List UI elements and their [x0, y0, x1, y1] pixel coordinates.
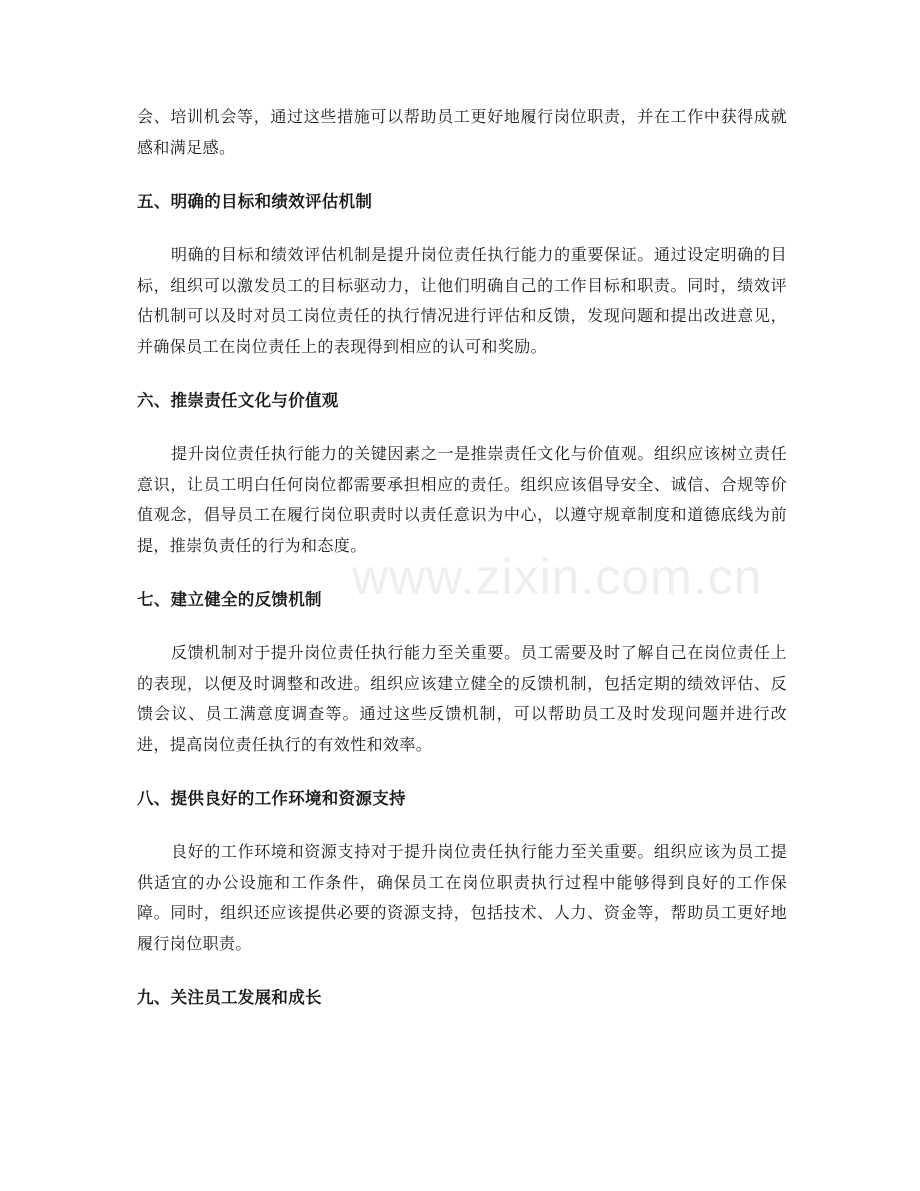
section-heading-6: 六、推崇责任文化与价值观	[137, 391, 339, 410]
section-heading-7: 七、建立健全的反馈机制	[137, 590, 322, 609]
section-heading-8: 八、提供良好的工作环境和资源支持	[137, 789, 406, 808]
paragraph-section-8: 良好的工作环境和资源支持对于提升岗位责任执行能力至关重要。组织应该为员工提供适宜的办公设施和工作条件，确保员工在岗位职责执行过程中能够得到良好的工作保障。同时，组织还应该提供必要的资源支持，包括技术、人力、资金等，帮助员工更好地履行岗位职责。	[137, 842, 787, 953]
paragraph-intro-continued: 会、培训机会等，通过这些措施可以帮助员工更好地履行岗位职责，并在工作中获得成就感和满足感。	[137, 107, 787, 157]
paragraph-section-5: 明确的目标和绩效评估机制是提升岗位责任执行能力的重要保证。通过设定明确的目标，组织可以激发员工的目标驱动力，让他们明确自己的工作目标和职责。同时，绩效评估机制可以及时对员工岗位责任的执行情况进行评估和反馈，发现问题和提出改进意见，并确保员工在岗位责任上的表现得到相应的认可和奖励。	[137, 245, 787, 356]
section-heading-9: 九、关注员工发展和成长	[137, 988, 322, 1007]
document-body	[137, 102, 787, 1036]
paragraph-section-7: 反馈机制对于提升岗位责任执行能力至关重要。员工需要及时了解自己在岗位责任上的表现，以便及时调整和改进。组织应该建立健全的反馈机制，包括定期的绩效评估、反馈会议、员工满意度调查等。通过这些反馈机制，可以帮助员工及时发现问题并进行改进，提高岗位责任执行的有效性和效率。	[137, 643, 787, 754]
section-heading-5: 五、明确的目标和绩效评估机制	[137, 192, 373, 211]
paragraph-section-6: 提升岗位责任执行能力的关键因素之一是推崇责任文化与价值观。组织应该树立责任意识，让员工明白任何岗位都需要承担相应的责任。组织应该倡导安全、诚信、合规等价值观念，倡导员工在履行岗位职责时以责任意识为中心，以遵守规章制度和道德底线为前提，推崇负责任的行为和态度。	[137, 444, 787, 555]
watermark: www.zixin.com.cn	[352, 549, 763, 605]
